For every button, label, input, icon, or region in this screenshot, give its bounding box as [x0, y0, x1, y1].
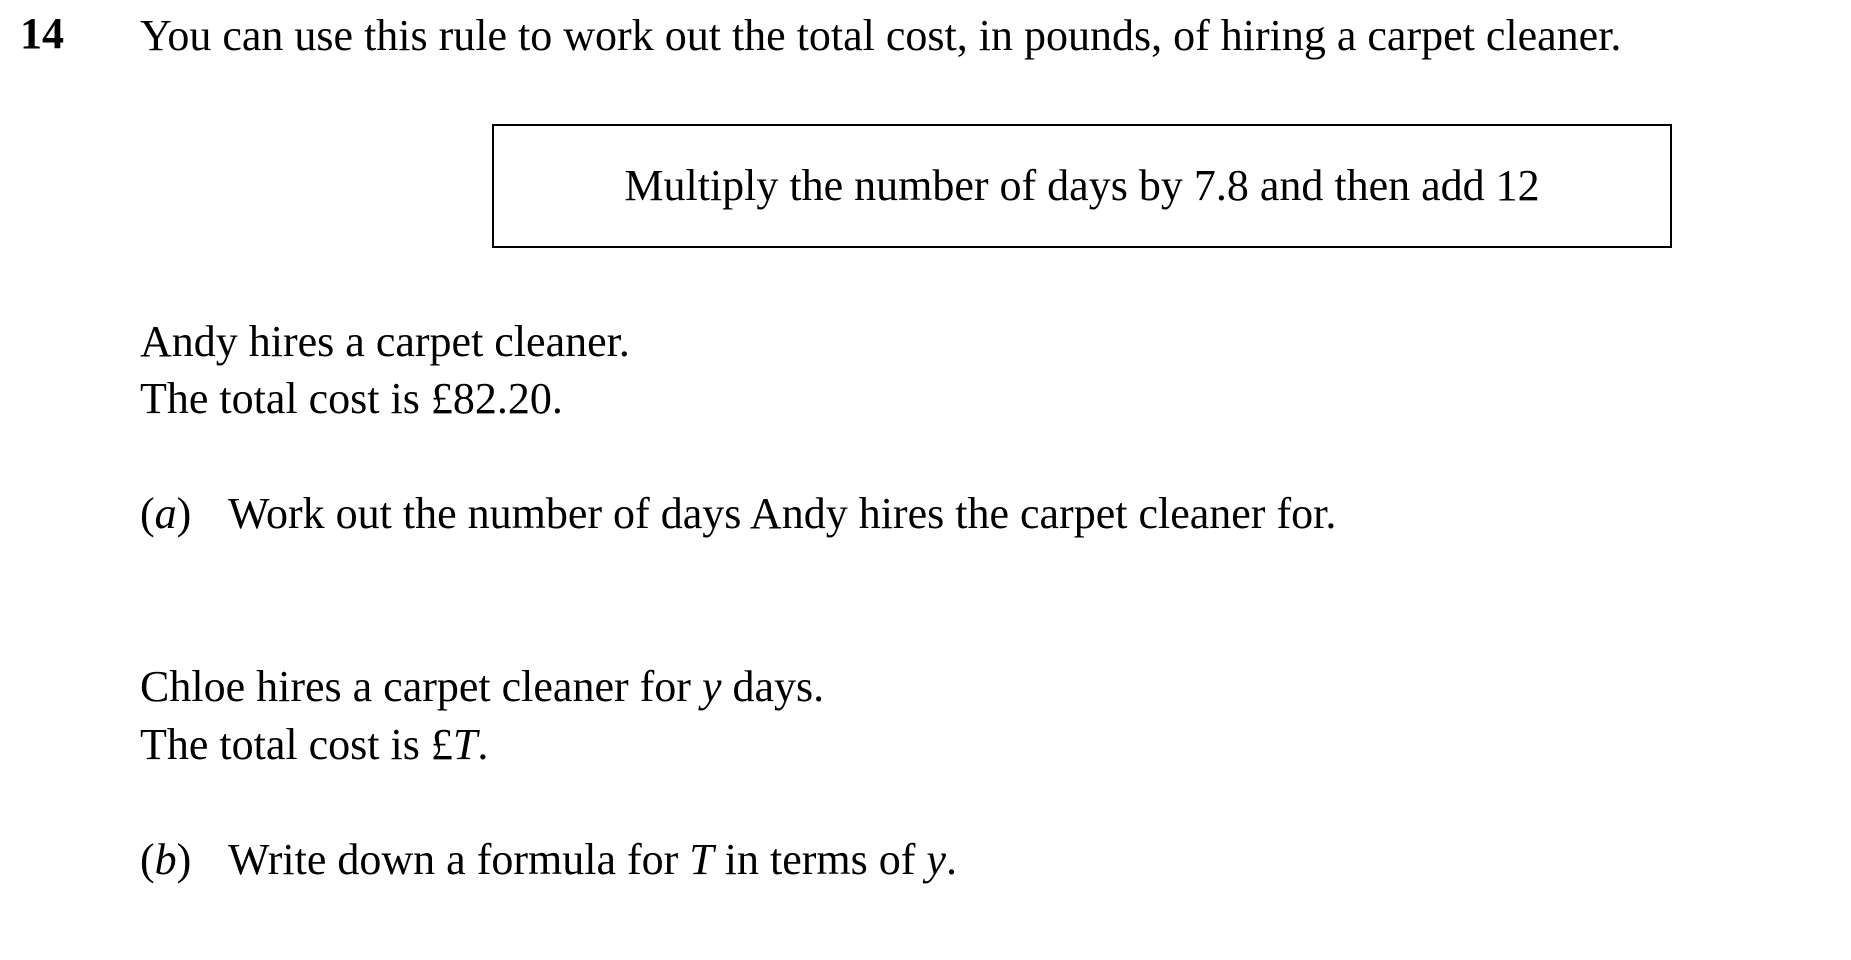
part-a-text: Work out the number of days Andy hires the carpet cleaner for. [228, 489, 1337, 538]
chloe-var-y: y [701, 662, 722, 711]
andy-line-2: The total cost is £82.20. [140, 374, 563, 423]
part-b-text-mid: in terms of [713, 835, 927, 884]
chloe-line-1-pre: Chloe hires a carpet cleaner for [140, 662, 702, 711]
rule-box [492, 124, 1672, 248]
chloe-line-2-pre: The total cost is £ [140, 720, 453, 769]
andy-line-1: Andy hires a carpet cleaner. [140, 317, 630, 366]
part-b-letter: b [154, 835, 177, 884]
part-b-var-t: T [689, 835, 714, 884]
part-b-close: ) [176, 835, 192, 884]
part-b-label [140, 835, 228, 884]
part-a-letter: a [154, 489, 177, 538]
part-a-close: ) [176, 489, 192, 538]
part-b-text-pre: Write down a formula for [228, 835, 690, 884]
chloe-line-1-post: days. [721, 662, 825, 711]
rule-text: Multiply the number of days by 7.8 and then add 12 [624, 161, 1540, 210]
chloe-line-2 [140, 720, 489, 769]
part-a-label [140, 489, 228, 538]
chloe-line-2-post: . [477, 720, 489, 769]
part-b-text-post: . [945, 835, 957, 884]
question-number: 14 [20, 9, 64, 58]
part-b [140, 835, 957, 884]
chloe-var-t: T [452, 720, 478, 769]
part-b-var-y: y [926, 835, 946, 884]
chloe-line-1 [140, 662, 825, 711]
question-intro: You can use this rule to work out the total cost, in pounds, of hiring a carpet cleaner. [140, 11, 1622, 60]
part-a-open: ( [140, 489, 155, 538]
part-b-open: ( [140, 835, 155, 884]
part-a [140, 489, 1337, 538]
